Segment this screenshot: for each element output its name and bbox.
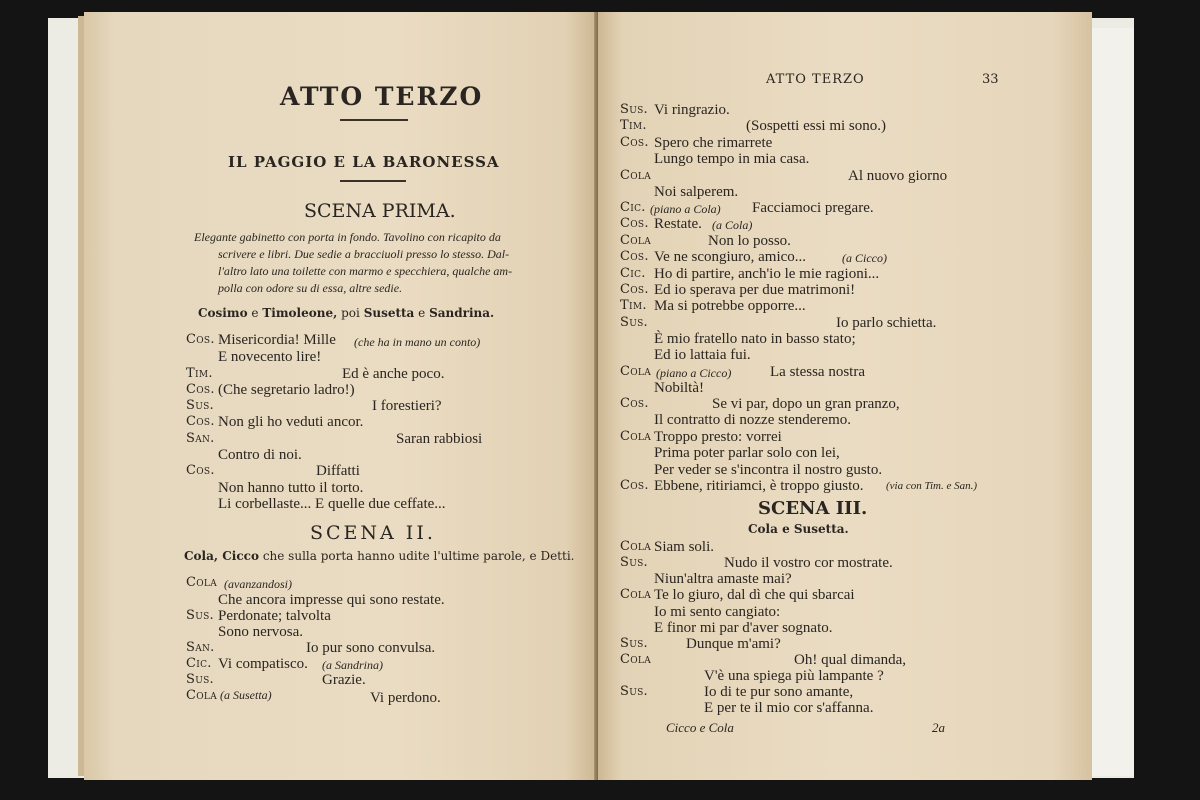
line-text: Dunque m'ami? <box>686 636 781 652</box>
line-text: Niun'altra amaste mai? <box>654 571 792 587</box>
speaker: Cola <box>620 364 652 379</box>
line-text: Ho di partire, anch'io le mie ragioni... <box>654 266 880 282</box>
line-text: Ed io sperava per due matrimoni! <box>654 282 856 298</box>
stage-note: (via con Tim. e San.) <box>886 480 978 492</box>
speaker: Cos. <box>620 396 649 411</box>
line-text: Misericordia! Mille <box>218 332 336 348</box>
line-text: E per te il mio cor s'affanna. <box>704 700 874 716</box>
speaker: San. <box>186 431 215 446</box>
running-head: ATTO TERZO <box>766 72 865 87</box>
line-text: Te lo giuro, dal dì che qui sbarcai <box>654 587 855 603</box>
page-number: 33 <box>982 72 999 87</box>
line-text: Oh! qual dimanda, <box>794 652 907 668</box>
speaker: Cola <box>620 652 652 667</box>
line-text: Vi perdono. <box>370 690 441 706</box>
speaker: Sus. <box>620 555 648 570</box>
background-sheet-edge <box>1090 28 1134 776</box>
speaker: Cos. <box>620 478 649 493</box>
line-text: Nudo il vostro cor mostrate. <box>724 555 893 571</box>
line-text: E novecento lire! <box>218 349 322 365</box>
stage-note: (a Cola) <box>712 218 753 232</box>
speaker: Cic. <box>620 200 646 215</box>
line-text: Li corbellaste... E quelle due ceffate... <box>218 496 446 512</box>
scene-title: SCENA II. <box>310 522 436 544</box>
speaker: Cola <box>620 587 652 602</box>
line-text: I forestieri? <box>372 398 442 414</box>
speaker: Tim. <box>620 298 647 313</box>
line-text: Sono nervosa. <box>218 624 303 640</box>
speaker: Cos. <box>186 382 215 397</box>
stage-note: (che ha in mano un conto) <box>354 335 481 349</box>
stage-note: (piano a Cicco) <box>656 366 732 380</box>
speaker: Cola <box>620 429 652 444</box>
line-text: Perdonate; talvolta <box>218 608 331 624</box>
left-page: ATTO TERZO IL PAGGIO E LA BARONESSA SCENA PRIMA. Elegante gabinetto con porta in fondo. Tavolino con ricapito da scrivere e libri. Due sedie a bracciuoli presso lo stesso. Dal- l'altro lato una toilette con marmo e specchiera, qualche am- polla con odore su di essa, altre sedie. Cosimo e Timoleone, poi Susetta e Sandrina. Cos. Misericordia! Mille (che ha in mano un conto) E novecento lire! Tim. Ed è anche poco. Cos. (Che segretario ladro!) Sus. I forestieri? Cos. Non gli ho veduti ancor. San. Saran rabbiosi Contro di noi. Cos. Diffatti Non hanno tutto il torto. Li corbellaste... E quelle due ceffate... SCENA II. Cola, Cicco che sulla porta hanno udite l'ultime parole, e Detti. Cola (avanzandosi) Che ancora impresse qui sono restate. Sus. Perdonate; talvolta Sono nervosa. San. Io pur sono convulsa. Cic. Vi compatisco. (a Sandrina) Sus. Grazie. Cola (a Susetta) Vi perdono. <box>84 12 596 780</box>
right-page <box>598 12 1092 780</box>
line-text: Nobiltà! <box>654 380 704 396</box>
line-text: Noi salperem. <box>654 184 739 200</box>
speaker: Cola <box>620 233 652 248</box>
line-text: Troppo presto: vorrei <box>654 429 782 445</box>
line-text: (Che segretario ladro!) <box>218 382 355 398</box>
line-text: Ma si potrebbe opporre... <box>654 298 806 314</box>
speaker: Cola <box>620 539 652 554</box>
subtitle: IL PAGGIO E LA BARONESSA <box>228 153 500 171</box>
line-text: Ed è anche poco. <box>342 366 445 382</box>
scene-title: SCENA PRIMA. <box>304 200 456 222</box>
stage-note: (a Sandrina) <box>322 658 383 672</box>
line-text: Il contratto di nozze stenderemo. <box>654 412 852 428</box>
line-text: Prima poter parlar solo con lei, <box>654 445 840 461</box>
stage-note: (piano a Cola) <box>650 202 721 216</box>
character-list: Cosimo e Timoleone, poi Susetta e Sandrina. <box>198 306 495 320</box>
line-text: V'è una spiega più lampante ? <box>704 668 884 684</box>
ornament-rule <box>340 119 408 121</box>
speaker: Cos. <box>620 216 649 231</box>
line-text: Diffatti <box>316 463 360 479</box>
line-text: Per veder se s'incontra il nostro gusto. <box>654 462 883 478</box>
speaker: Sus. <box>620 684 648 699</box>
line-text: La stessa nostra <box>770 364 865 380</box>
speaker: Sus. <box>186 608 214 623</box>
speaker: Cola <box>186 575 218 590</box>
line-text: Siam soli. <box>654 539 715 555</box>
speaker: Cola <box>186 688 218 703</box>
stage-note: (a Cicco) <box>842 251 887 265</box>
speaker: Cos. <box>186 414 215 429</box>
line-text: E finor mi par d'aver sognato. <box>654 620 833 636</box>
speaker: Sus. <box>186 672 214 687</box>
speaker: Tim. <box>186 366 213 381</box>
speaker: San. <box>186 640 215 655</box>
line-text: Io pur sono convulsa. <box>306 640 436 656</box>
line-text: Facciamoci pregare. <box>752 200 874 216</box>
line-text: Grazie. <box>322 672 366 688</box>
line-text: Non gli ho veduti ancor. <box>218 414 364 430</box>
speaker: Cos. <box>620 135 649 150</box>
line-text: (Sospetti essi mi sono.) <box>746 118 887 134</box>
signature-mark: 2a <box>932 720 945 735</box>
line-text: Non lo posso. <box>708 233 791 249</box>
speaker: Cos. <box>186 332 215 347</box>
line-text: È mio fratello nato in basso stato; <box>654 331 856 347</box>
speaker: Cola <box>620 168 652 183</box>
line-text: Al nuovo giorno <box>848 168 948 184</box>
speaker: Cos. <box>186 463 215 478</box>
line-text: Saran rabbiosi <box>396 431 483 447</box>
line-text: Restate. <box>654 216 702 232</box>
line-text: Ve ne scongiuro, amico... <box>654 249 807 265</box>
act-title: ATTO TERZO <box>280 82 484 111</box>
speaker: Cic. <box>186 656 212 671</box>
footer-title: Cicco e Cola <box>666 720 734 735</box>
line-text: Non hanno tutto il torto. <box>218 480 364 496</box>
speaker: Cic. <box>620 266 646 281</box>
speaker: Cos. <box>620 249 649 264</box>
line-text: Spero che rimarrete <box>654 135 773 151</box>
line-text: Vi ringrazio. <box>654 102 730 118</box>
line-text: Io parlo schietta. <box>836 315 937 331</box>
stage-note: (avanzandosi) <box>224 577 292 591</box>
speaker: Cos. <box>620 282 649 297</box>
character-list: Cola e Susetta. <box>748 522 849 536</box>
line-text: Io di te pur sono amante, <box>704 684 854 700</box>
line-text: Che ancora impresse qui sono restate. <box>218 592 445 608</box>
speaker: Sus. <box>620 102 648 117</box>
scene-title: SCENA III. <box>758 498 868 519</box>
character-list: Cola, Cicco che sulla porta hanno udite l'ultime parole, e Detti. <box>184 549 575 563</box>
line-text: Lungo tempo in mia casa. <box>654 151 810 167</box>
line-text: Io mi sento cangiato: <box>654 604 781 620</box>
speaker: Sus. <box>620 636 648 651</box>
ornament-rule <box>340 180 406 182</box>
line-text: Vi compatisco. <box>218 656 308 672</box>
line-text: Ed io lattaia fui. <box>654 347 751 363</box>
line-text: Ebbene, ritiriamci, è troppo giusto. <box>654 478 864 494</box>
line-text: Se vi par, dopo un gran pranzo, <box>712 396 900 412</box>
speaker: Sus. <box>620 315 648 330</box>
speaker: Sus. <box>186 398 214 413</box>
line-text: Contro di noi. <box>218 447 302 463</box>
speaker: Tim. <box>620 118 647 133</box>
stage-note: (a Susetta) <box>220 688 272 702</box>
